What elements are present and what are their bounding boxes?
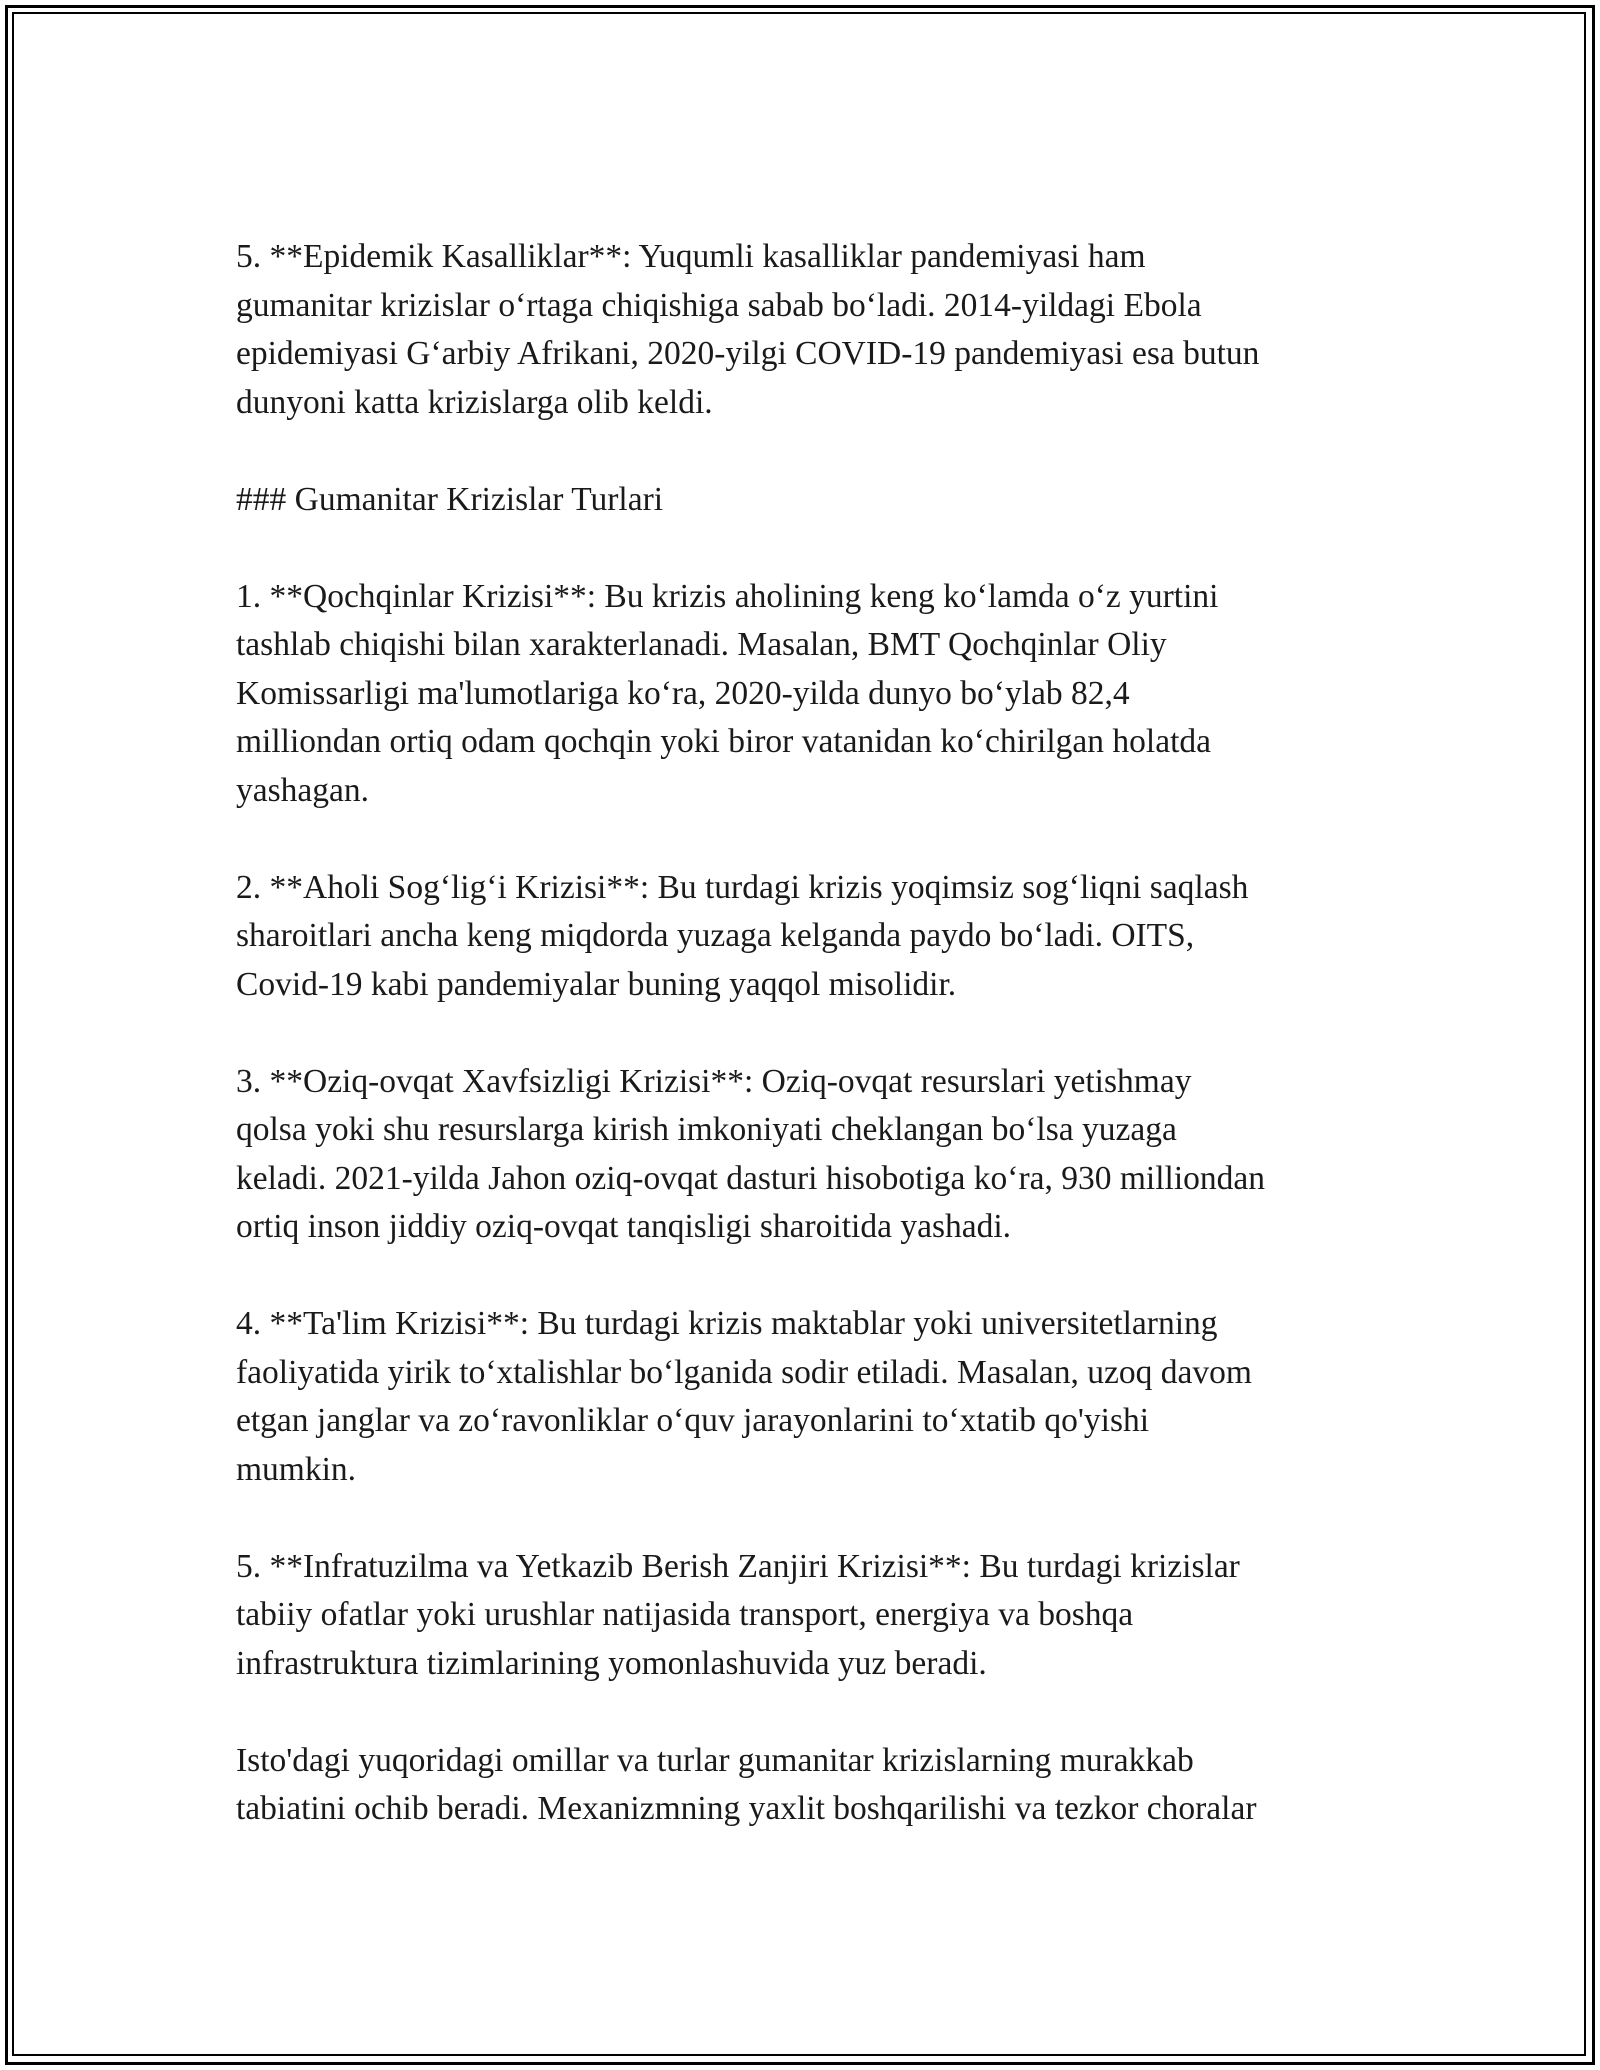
document-body [236,233,1371,1834]
paragraph-food-security-crisis: 3. **Oziq-ovqat Xavfsizligi Krizisi**: Oziq-ovqat resurslari yetishmay qolsa yoki shu resurslarga kirish imkoniyati cheklangan bo‘lsa yuzaga keladi. 2021-yilda Jahon oziq-ovqat dasturi hisobotiga ko‘ra, 930 milliondan ortiq inson jiddiy oziq-ovqat tanqisligi sharoitida yashadi. [236,1062,1265,1245]
paragraph-epidemic-diseases: 5. **Epidemik Kasalliklar**: Yuqumli kasalliklar pandemiyasi ham gumanitar krizislar o‘rtaga chiqishiga sabab bo‘ladi. 2014-yildagi Ebola epidemiyasi G‘arbiy Afrikani, 2020-yilgi COVID-19 pandemiyasi esa butun dunyoni katta krizislarga olib keldi. [236,238,1260,421]
paragraph-education-crisis: 4. **Ta'lim Krizisi**: Bu turdagi krizis maktablar yoki universitetlarning faoliyatida yirik to‘xtalishlar bo‘lganida sodir etiladi. Masalan, uzoq davom etgan janglar va zo‘ravonliklar o‘quv jarayonlarini to‘xtatib qo'yishi mumkin. [236,1305,1252,1488]
paragraph-infrastructure-crisis: 5. **Infratuzilma va Yetkazib Berish Zanjiri Krizisi**: Bu turdagi krizislar tabiiy ofatlar yoki urushlar natijasida transport, energiya va boshqa infrastruktura tizimlarining yomonlashuvida yuz beradi. [236,1547,1240,1682]
paragraph-public-health-crisis: 2. **Aholi Sog‘lig‘i Krizisi**: Bu turdagi krizis yoqimsiz sog‘liqni saqlash sharoitlari ancha keng miqdorda yuzaga kelganda paydo bo‘ladi. OITS, Covid-19 kabi pandemiyalar buning yaqqol misolidir. [236,868,1249,1003]
paragraph-conclusion: Isto'dagi yuqoridagi omillar va turlar gumanitar krizislarning murakkab tabiatini ochib beradi. Mexanizmning yaxlit boshqarilishi va tezkor choralar [236,1741,1257,1827]
section-heading-crisis-types: ### Gumanitar Krizislar Turlari [236,480,664,518]
paragraph-refugee-crisis: 1. **Qochqinlar Krizisi**: Bu krizis aholining keng ko‘lamda o‘z yurtini tashlab chiqishi bilan xarakterlanadi. Masalan, BMT Qochqinlar Oliy Komissarligi ma'lumotlariga ko‘ra, 2020-yilda dunyo bo‘ylab 82,4 milliondan ortiq odam qochqin yoki biror vatanidan ko‘chirilgan holatda yashagan. [236,577,1219,809]
